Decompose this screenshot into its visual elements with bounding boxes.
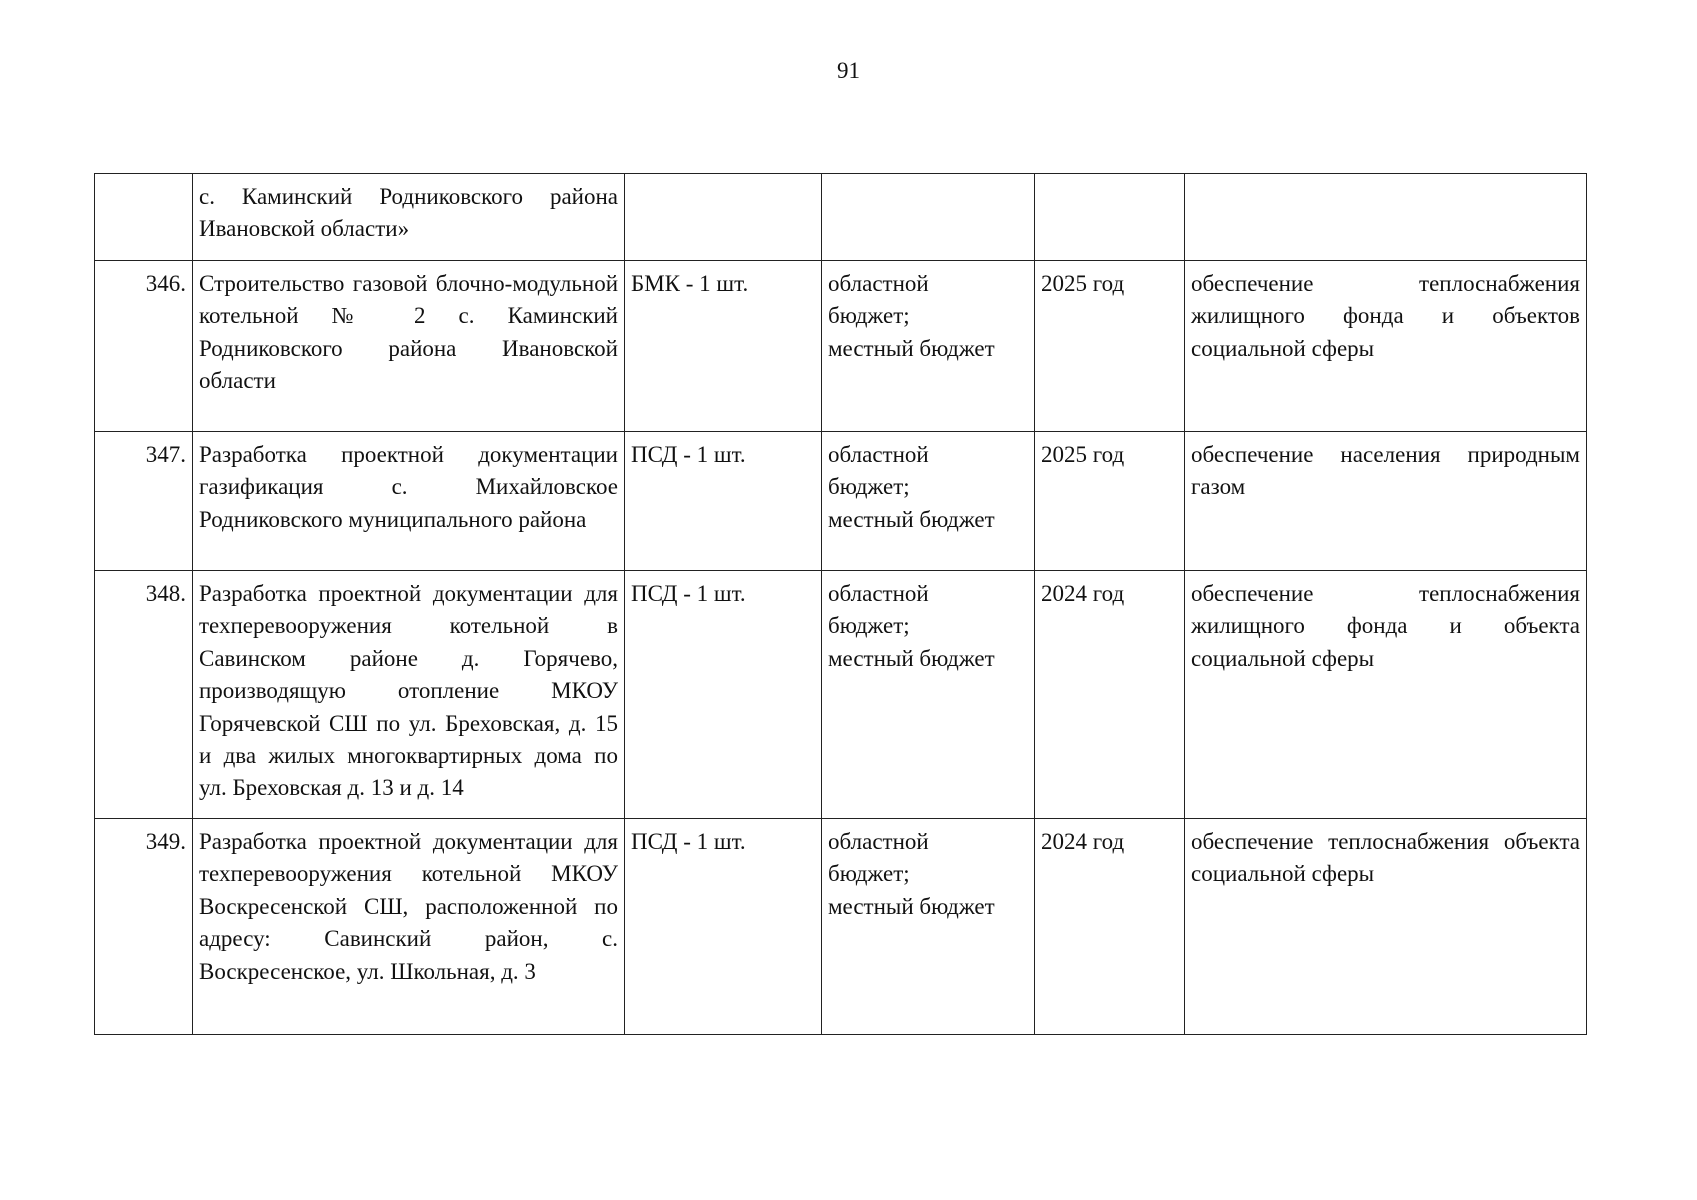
table-row (95, 571, 1587, 819)
funding-source: областной бюджет; местный бюджет (822, 819, 1035, 1035)
page-number: 91 (837, 58, 860, 83)
completion-year: 2024 год (1035, 571, 1185, 819)
measure-name: Разработка проектной документации газификация с. Михайловское Родниковского муниципального района (193, 432, 625, 571)
row-number (95, 174, 193, 261)
measure-name: Разработка проектной документации для техперевооружения котельной в Савинском районе д. Горячево, производящую отопление МКОУ Горячевской СШ по ул. Бреховская, д. 15 и два жилых многоквартирных дома по ул. Бреховская д. 13 и д. 14 (193, 571, 625, 819)
measure-quantity: БМК - 1 шт. (625, 261, 822, 432)
expected-result (1185, 174, 1587, 261)
funding-source: областной бюджет; местный бюджет (822, 571, 1035, 819)
expected-result: обеспечение теплоснабжения жилищного фонда и объектов социальной сферы (1185, 261, 1587, 432)
measure-quantity: ПСД - 1 шт. (625, 819, 822, 1035)
completion-year: 2024 год (1035, 819, 1185, 1035)
row-number: 348. (95, 571, 193, 819)
expected-result: обеспечение населения природным газом (1185, 432, 1587, 571)
table-row (95, 432, 1587, 571)
measure-quantity: ПСД - 1 шт. (625, 571, 822, 819)
row-number: 347. (95, 432, 193, 571)
expected-result: обеспечение теплоснабжения объекта социальной сферы (1185, 819, 1587, 1035)
funding-source: областной бюджет; местный бюджет (822, 261, 1035, 432)
measure-name: Строительство газовой блочно-модульной котельной № 2 с. Каминский Родниковского района Ивановской области (193, 261, 625, 432)
row-number: 349. (95, 819, 193, 1035)
measure-name: Разработка проектной документации для техперевооружения котельной МКОУ Воскресенской СШ, расположенной по адресу: Савинский район, с. Воскресенское, ул. Школьная, д. 3 (193, 819, 625, 1035)
row-number: 346. (95, 261, 193, 432)
table-row (95, 261, 1587, 432)
table-row (95, 819, 1587, 1035)
funding-source (822, 174, 1035, 261)
completion-year: 2025 год (1035, 261, 1185, 432)
measure-name: с. Каминский Родниковского района Ивановской области» (193, 174, 625, 261)
funding-source: областной бюджет; местный бюджет (822, 432, 1035, 571)
table-row (95, 174, 1587, 261)
completion-year: 2025 год (1035, 432, 1185, 571)
expected-result: обеспечение теплоснабжения жилищного фонда и объекта социальной сферы (1185, 571, 1587, 819)
program-table (94, 173, 1587, 1035)
measure-quantity (625, 174, 822, 261)
measure-quantity: ПСД - 1 шт. (625, 432, 822, 571)
completion-year (1035, 174, 1185, 261)
